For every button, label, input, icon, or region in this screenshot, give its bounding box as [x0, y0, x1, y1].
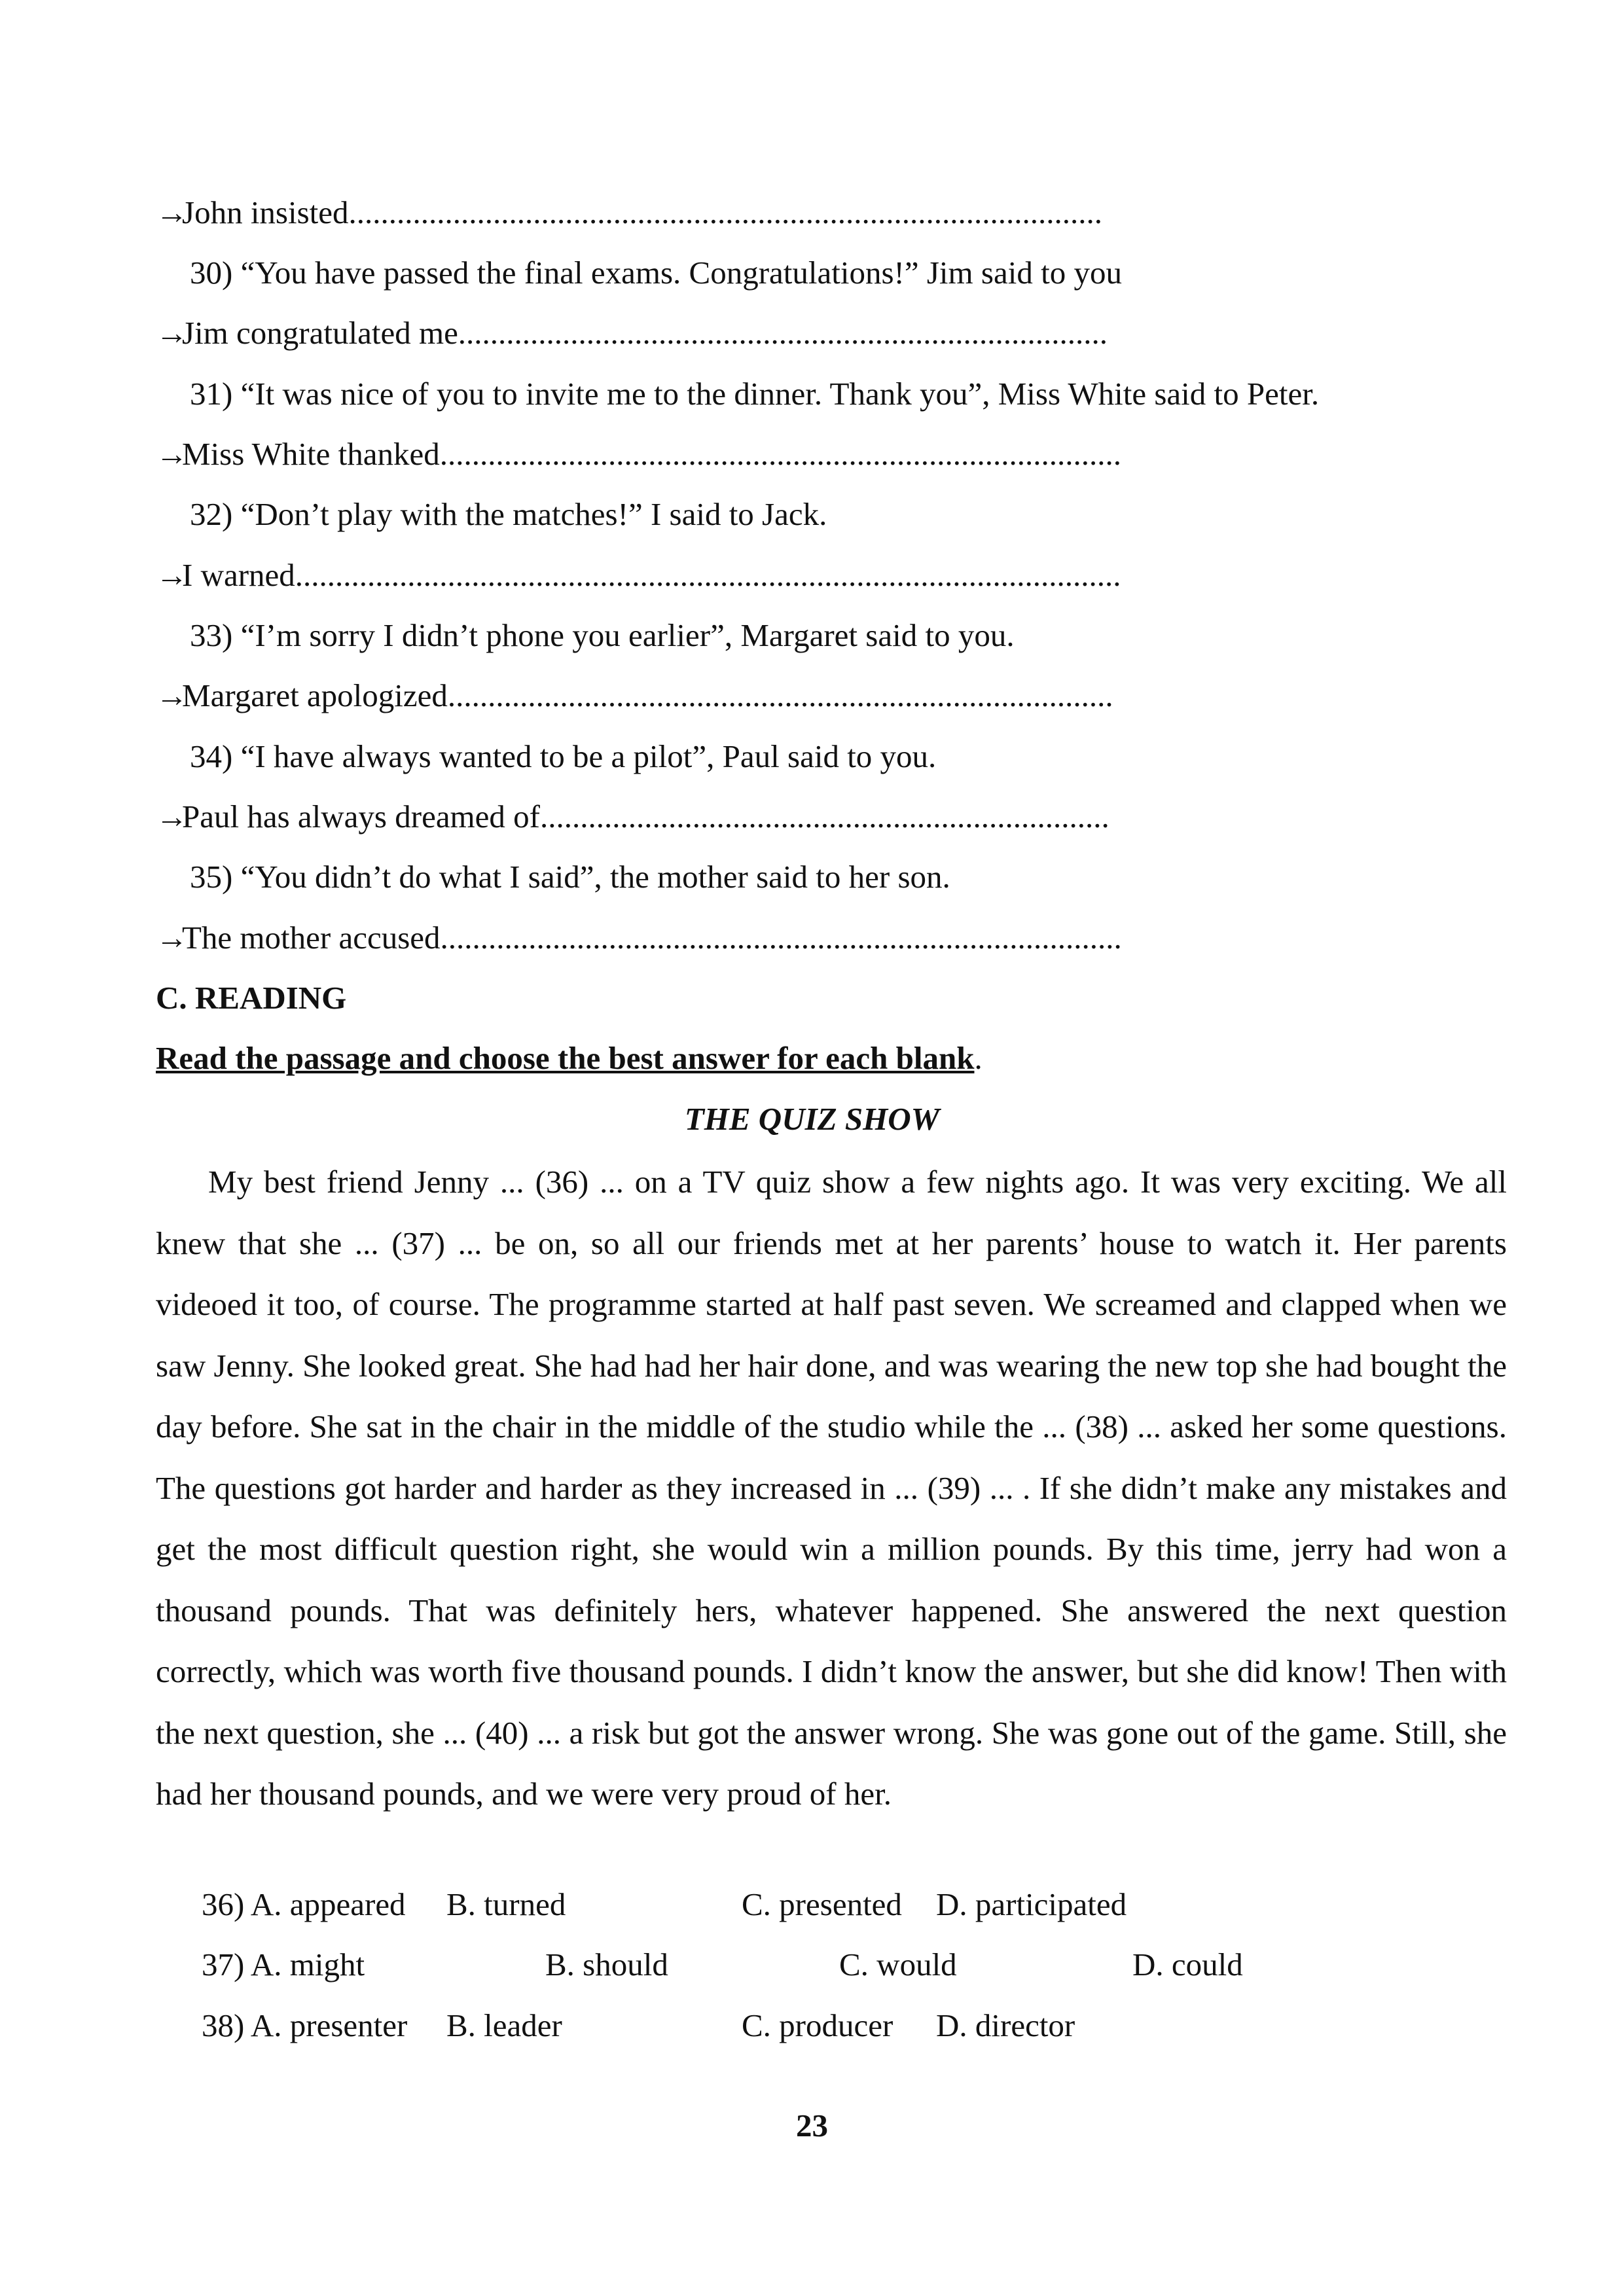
option-38-d: D. director: [936, 2007, 1075, 2043]
question-31: 31) “It was nice of you to invite me to the dinner. Thank you”, Miss White said to Peter.: [190, 376, 1320, 412]
passage: My best friend Jenny ... (36) ... on a TV quiz show a few nights ago. It was very exciting. We all knew that she ... (37) ... be on, so all our friends met at her parents’ house to watch it. Her parents videoed it too, of course. The programme started at half past seven. We screamed and clapped when we saw Jenny. She looked great. She had had her hair done, and was wearing the new top she had bought the day before. She sat in the chair in the middle of the studio while the ... (38) ... asked her some questions. The questions got harder and harder as they increased in ... (39) ... . If she didn’t make any mistakes and get the most difficult question right, she would win a million pounds. By this time, jerry had won a thousand pounds. That was definitely hers, whatever happened. She answered the next question correctly, which was worth five thousand pounds. I didn’t know the answer, but she did know! Then with the next question, she ... (40) ... a risk but got the answer wrong. She was gone out of the game. Still, she had her thousand pounds, and we were very proud of her.: [156, 1164, 1507, 1812]
instruction-text: Read the passage and choose the best answer for each blank: [156, 1040, 975, 1076]
page-number: 23: [796, 2108, 828, 2144]
answer-line-35: →The mother accused.....................................................................................: [156, 918, 1122, 958]
answer-line-29: →John insisted..............................................................................................: [156, 193, 1102, 232]
option-36-b: B. turned: [446, 1886, 566, 1922]
question-33: 33) “I’m sorry I didn’t phone you earlier”, Margaret said to you.: [190, 617, 1015, 653]
option-38-b: B. leader: [446, 2007, 562, 2043]
arrow-icon: →: [156, 677, 188, 713]
question-30: 30) “You have passed the final exams. Congratulations!” Jim said to you: [190, 255, 1122, 291]
option-37-c: C. would: [839, 1946, 957, 1982]
question-35: 35) “You didn’t do what I said”, the mother said to her son.: [190, 859, 950, 895]
answer-line-34: →Paul has always dreamed of.......................................................................: [156, 797, 1110, 836]
arrow-icon: →: [156, 436, 188, 472]
arrow-icon: →: [156, 315, 188, 351]
option-38-c: C. producer: [742, 2007, 893, 2043]
option-38-a: 38) A. presenter: [202, 2007, 408, 2043]
answer-line-30: →Jim congratulated me.................................................................................: [156, 314, 1108, 353]
answer-line-31: →Miss White thanked.....................................................................................: [156, 435, 1121, 474]
option-36-c: C. presented: [742, 1886, 902, 1922]
option-36-a: 36) A. appeared: [202, 1886, 406, 1922]
question-32: 32) “Don’t play with the matches!” I said to Jack.: [190, 496, 827, 532]
passage-title: THE QUIZ SHOW: [684, 1101, 940, 1137]
instruction: Read the passage and choose the best answer for each blank.: [156, 1040, 983, 1076]
arrow-icon: →: [156, 920, 188, 956]
section-title: C. READING: [156, 980, 347, 1016]
option-36-d: D. participated: [936, 1886, 1127, 1922]
option-37-d: D. could: [1132, 1946, 1243, 1982]
option-37-b: B. should: [545, 1946, 668, 1982]
question-34: 34) “I have always wanted to be a pilot”, Paul said to you.: [190, 738, 937, 774]
option-37-a: 37) A. might: [202, 1946, 365, 1982]
answer-line-32: →I warned.......................................................................................................: [156, 556, 1121, 595]
arrow-icon: →: [156, 557, 188, 593]
arrow-icon: →: [156, 194, 188, 230]
arrow-icon: →: [156, 798, 188, 834]
answer-line-33: →Margaret apologized...................................................................................: [156, 676, 1113, 715]
